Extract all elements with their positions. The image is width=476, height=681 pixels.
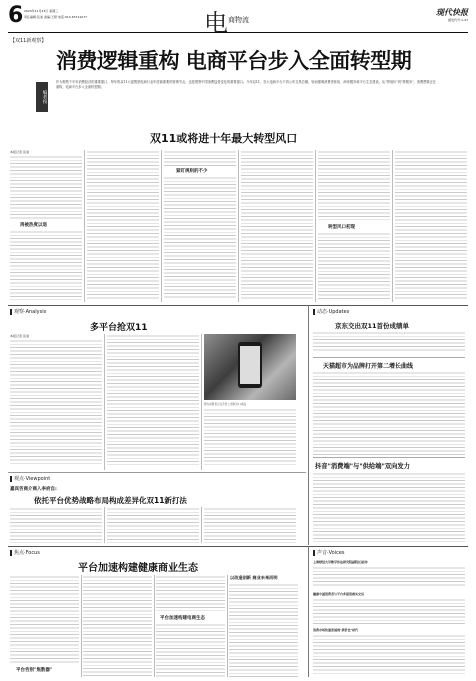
editor-note [42, 80, 436, 120]
column-bar [10, 476, 12, 482]
updates-headline-3: 抖音"消费端"与"供给端"双向发力 [315, 463, 410, 470]
analysis-col-2 [107, 334, 199, 465]
viewpoint-body [8, 507, 298, 543]
column-label: 观点·Viewpoint [14, 476, 51, 482]
column-bar [10, 309, 12, 315]
feature-inline-head-1: 再被热度以退 [20, 223, 47, 228]
feature-inline-head-3: 转型风口初现 [328, 225, 355, 230]
focus-headline: 平台加速构建健康商业生态 [78, 563, 198, 574]
section-icon-char: 电 [204, 9, 228, 37]
photo-caption: 图为消费者正在手机上选购双11商品 [204, 403, 247, 406]
viewpoint-headline: 依托平台优势战略布局构成差异化双11新打法 [34, 496, 187, 505]
analysis-headline: 多平台抢双11 [90, 323, 148, 333]
column-label: 动态·Updates [317, 309, 350, 315]
focus-subhead-3: 以改造创新 商业未来而明 [230, 575, 278, 580]
feature-col-5b [318, 232, 390, 300]
analysis-body [8, 334, 298, 470]
feature-col-2 [87, 150, 159, 300]
feature-byline: 本报记者 张旭 [10, 150, 29, 154]
feature-body [8, 150, 468, 302]
column-head-voices [313, 548, 345, 557]
viewpoint-kicker: 嘉宾告商介商入李府自: [10, 487, 57, 492]
focus-subhead-1: 平台加速构建电商生态 [160, 616, 205, 621]
focus-subhead-2: 平台告别"焦数器" [16, 668, 53, 673]
phone-shape [238, 342, 262, 388]
editor-line: 责任编辑:张旭 美编:王婷 电话:010-63711077 [24, 15, 88, 19]
updates-panel [308, 305, 469, 545]
section-badge [204, 5, 264, 37]
divider-2 [8, 472, 306, 473]
analysis-byline: 本报记者 张旭 [10, 334, 29, 338]
page-number: 6 [8, 3, 24, 28]
feature-col-3 [164, 176, 236, 300]
column-bar [313, 309, 315, 315]
feature-col-3a [164, 150, 236, 166]
feature-subhead: 双11或将进十年最大转型风口 [150, 132, 298, 145]
column-bar [313, 550, 315, 556]
page-header [8, 3, 468, 37]
updates-headline-1: 京东交出双11首份成绩单 [335, 322, 410, 330]
updates-body-3 [313, 472, 465, 542]
updates-headline-2: 天猫超市为品牌打开第二增长曲线 [323, 363, 414, 370]
column-label: 观察·Analysis [14, 309, 47, 315]
feature-col-4 [241, 150, 313, 300]
feature-col-1b [10, 230, 82, 300]
section-title: 商物流 [228, 16, 249, 24]
column-head-updates [313, 307, 349, 316]
editor-note-text: 作为观察下半年消费经济的重要窗口，每年的双11大促既是电商行业年度最重要的营销节点，也是观察中国消费趋势变化的重要窗口。今年双11，各大电商平台不再公布交易总额，转而强调消费者体验、商家服务和平台生态建设。从"拼低价"到"拼服务"，消费逻辑正在重构，电商平台步入全面转型期。 [56, 80, 436, 89]
column-head-focus [10, 548, 40, 557]
date-line: 2023年11月23日 星期三 [24, 9, 59, 13]
focus-body [8, 575, 298, 677]
column-head-analysis [10, 307, 46, 316]
column-label: 焦点·Focus [14, 550, 40, 556]
analysis-col-3 [204, 408, 296, 465]
voices-line-1: 上海财经大学教学传达研究院副院长聂刘: [313, 560, 369, 564]
column-label: 声音·Voices [317, 550, 345, 556]
column-head-viewpoint [10, 474, 50, 483]
header-rule [8, 32, 468, 33]
updates-body-1 [313, 331, 465, 353]
feature-inline-head-2: 紧盯规则的不少 [176, 169, 208, 174]
voices-line-5: 消费市场快速发展到"质价比"时代 [313, 628, 359, 632]
feature-tag: 【双11新观察】 [10, 38, 47, 44]
voices-panel [308, 546, 469, 677]
voices-line-4: 健康中国消费者与平台多提消商买交易 [313, 592, 365, 596]
feature-headline: 消费逻辑重构 电商平台步入全面转型期 [56, 49, 412, 73]
feature-col-6 [395, 150, 467, 300]
updates-body-2 [313, 371, 465, 455]
column-bar [10, 550, 12, 556]
masthead-sub: 邮发代号:1-47 [448, 18, 468, 22]
feature-col-5 [318, 150, 390, 220]
editor-note-label: 编者按 [36, 82, 48, 112]
analysis-col-1 [10, 339, 102, 465]
feature-col-1 [10, 155, 82, 219]
photo [204, 334, 296, 400]
masthead: 现代快报 [436, 7, 468, 17]
